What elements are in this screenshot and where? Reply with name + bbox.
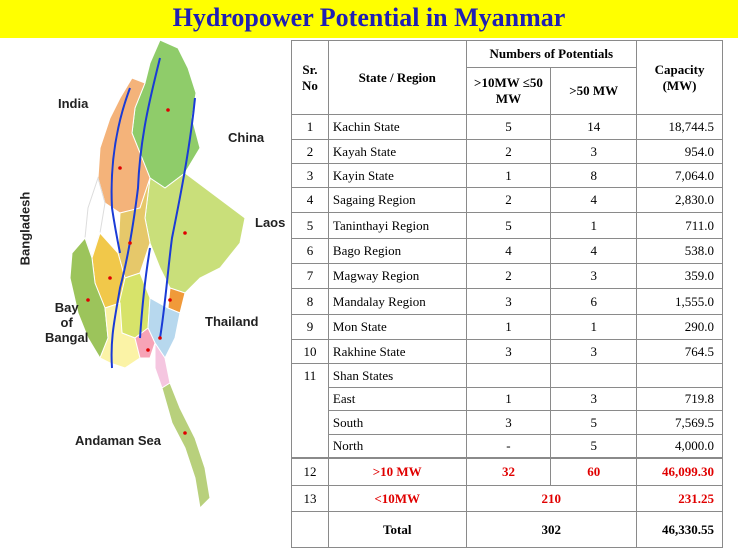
cell-50: 3 <box>551 340 637 364</box>
cell-10-50: 5 <box>466 213 551 239</box>
cell-sr: 12 <box>292 458 329 486</box>
cell-state: Rakhine State <box>328 340 466 364</box>
cell-10-50: 2 <box>466 264 551 289</box>
capital-dot <box>128 241 132 245</box>
cell-10-50: 3 <box>466 289 551 315</box>
table-row <box>292 340 723 364</box>
cell-50: 3 <box>551 140 637 164</box>
cell-sr: 3 <box>292 164 329 188</box>
label-bay-of-bangal: Bay of Bangal <box>45 300 89 345</box>
cell-50: 3 <box>551 388 637 411</box>
cell-state: Kayah State <box>328 140 466 164</box>
cell-50: 1 <box>551 213 637 239</box>
label-andaman-sea: Andaman Sea <box>75 433 161 448</box>
cell-capacity <box>637 364 723 388</box>
cell-sr: 2 <box>292 140 329 164</box>
cell-10-50: 3 <box>466 340 551 364</box>
cell-10-50: 5 <box>466 115 551 140</box>
cell-10-50: 1 <box>466 388 551 411</box>
cell-capacity: 46,099.30 <box>637 458 723 486</box>
cell-state: South <box>328 411 466 435</box>
cell-state: Mon State <box>328 315 466 340</box>
capital-dot <box>183 431 187 435</box>
table-row <box>292 435 723 458</box>
cell-sr: 10 <box>292 340 329 364</box>
cell-sr <box>292 388 329 411</box>
cell-state: Kayin State <box>328 164 466 188</box>
cell-50 <box>551 364 637 388</box>
cell-10-50: 1 <box>466 315 551 340</box>
cell-state: Kachin State <box>328 115 466 140</box>
table-row <box>292 388 723 411</box>
cell-potentials-combined: 210 <box>466 486 637 512</box>
table-row-summary-lt10 <box>292 486 723 512</box>
cell-sr: 5 <box>292 213 329 239</box>
cell-sr: 9 <box>292 315 329 340</box>
cell-state: Shan States <box>328 364 466 388</box>
cell-10-50: 2 <box>466 188 551 213</box>
cell-50: 5 <box>551 435 637 458</box>
cell-capacity: 4,000.0 <box>637 435 723 458</box>
table-row <box>292 315 723 340</box>
cell-capacity: 711.0 <box>637 213 723 239</box>
capital-dot <box>183 231 187 235</box>
header-capacity: Capacity (MW) <box>637 41 723 115</box>
cell-50: 4 <box>551 239 637 264</box>
label-laos: Laos <box>255 215 286 230</box>
capital-dot <box>146 348 150 352</box>
cell-capacity: 719.8 <box>637 388 723 411</box>
cell-sr: 1 <box>292 115 329 140</box>
cell-capacity: 18,744.5 <box>637 115 723 140</box>
cell-capacity: 1,555.0 <box>637 289 723 315</box>
cell-sr <box>292 411 329 435</box>
cell-sr: 11 <box>292 364 329 388</box>
cell-10-50: 32 <box>466 458 551 486</box>
table-row <box>292 140 723 164</box>
table-row-total <box>292 512 723 548</box>
table-row <box>292 289 723 315</box>
capital-dot <box>166 108 170 112</box>
cell-sr <box>292 512 329 548</box>
header-state: State / Region <box>328 41 466 115</box>
cell-50: 5 <box>551 411 637 435</box>
page-title: Hydropower Potential in Myanmar <box>172 3 566 32</box>
cell-10-50: 2 <box>466 140 551 164</box>
label-india: India <box>58 96 89 111</box>
table-row <box>292 164 723 188</box>
cell-10-50: 4 <box>466 239 551 264</box>
capital-dot <box>108 276 112 280</box>
label-bangladesh: Bangladesh <box>17 191 33 266</box>
cell-50: 4 <box>551 188 637 213</box>
cell-capacity: 764.5 <box>637 340 723 364</box>
cell-sr: 6 <box>292 239 329 264</box>
table-row <box>292 188 723 213</box>
cell-capacity: 359.0 <box>637 264 723 289</box>
cell-sr: 7 <box>292 264 329 289</box>
cell-total-capacity: 46,330.55 <box>637 512 723 548</box>
cell-capacity: 538.0 <box>637 239 723 264</box>
myanmar-map <box>0 38 292 550</box>
table-row-summary-gt10 <box>292 458 723 486</box>
cell-capacity: 231.25 <box>637 486 723 512</box>
cell-state: Bago Region <box>328 239 466 264</box>
cell-10-50: 1 <box>466 164 551 188</box>
cell-sr <box>292 435 329 458</box>
table-row <box>292 364 723 388</box>
table-row <box>292 264 723 289</box>
header-50mw: >50 MW <box>551 68 637 115</box>
cell-state: North <box>328 435 466 458</box>
cell-total-count: 302 <box>466 512 637 548</box>
capital-dot <box>168 298 172 302</box>
cell-50: 8 <box>551 164 637 188</box>
capital-dot <box>158 336 162 340</box>
region-shan <box>145 173 245 293</box>
cell-50: 1 <box>551 315 637 340</box>
table-row <box>292 115 723 140</box>
cell-capacity: 7,064.0 <box>637 164 723 188</box>
cell-state: Sagaing Region <box>328 188 466 213</box>
cell-state: Mandalay Region <box>328 289 466 315</box>
table-row <box>292 239 723 264</box>
cell-10-50: 3 <box>466 411 551 435</box>
cell-sr: 4 <box>292 188 329 213</box>
cell-capacity: 7,569.5 <box>637 411 723 435</box>
cell-total-label: Total <box>328 512 466 548</box>
cell-state: <10MW <box>328 486 466 512</box>
header-numbers-of-potentials: Numbers of Potentials <box>466 41 637 68</box>
cell-sr: 13 <box>292 486 329 512</box>
map-graphic <box>0 38 292 550</box>
cell-state: Magway Region <box>328 264 466 289</box>
table-row <box>292 411 723 435</box>
cell-capacity: 290.0 <box>637 315 723 340</box>
cell-10-50 <box>466 364 551 388</box>
label-thailand: Thailand <box>205 314 259 329</box>
cell-10-50: - <box>466 435 551 458</box>
cell-capacity: 2,830.0 <box>637 188 723 213</box>
header-10-50mw: >10MW ≤50 MW <box>466 68 551 115</box>
cell-50: 3 <box>551 264 637 289</box>
cell-50: 14 <box>551 115 637 140</box>
cell-sr: 8 <box>292 289 329 315</box>
hydropower-table <box>291 40 723 548</box>
label-china: China <box>228 130 265 145</box>
cell-capacity: 954.0 <box>637 140 723 164</box>
cell-state: Taninthayi Region <box>328 213 466 239</box>
region-taninthayi <box>162 383 210 508</box>
capital-dot <box>118 166 122 170</box>
cell-state: >10 MW <box>328 458 466 486</box>
cell-50: 6 <box>551 289 637 315</box>
table-row <box>292 213 723 239</box>
header-sr: Sr. No <box>292 41 329 115</box>
cell-50: 60 <box>551 458 637 486</box>
cell-state: East <box>328 388 466 411</box>
